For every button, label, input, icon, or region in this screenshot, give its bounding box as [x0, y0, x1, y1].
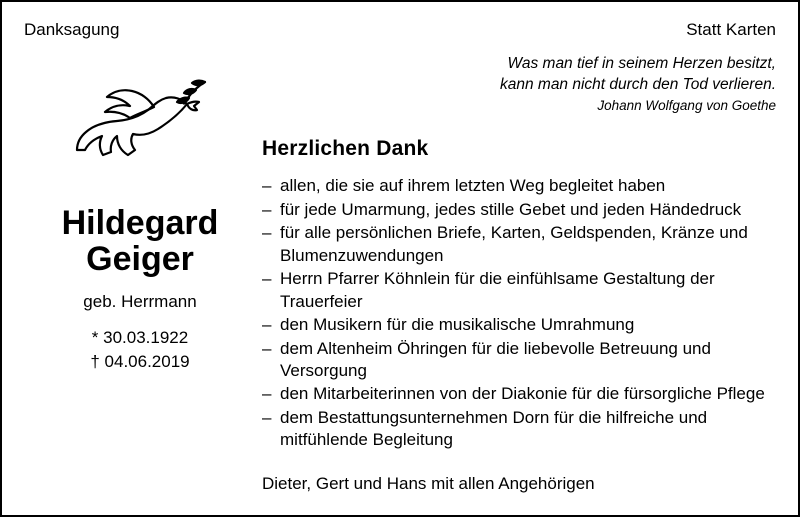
quote-author: Johann Wolfgang von Goethe	[597, 98, 776, 114]
quote-line-1: Was man tief in seinem Herzen besitzt,	[507, 55, 776, 73]
deceased-last-name: Geiger	[86, 240, 194, 279]
content-area	[24, 44, 776, 493]
thanks-list	[262, 175, 776, 451]
header-bar	[24, 20, 776, 40]
list-item: – für alle persönlichen Briefe, Karten, Geldspenden, Kränze und Blumenzuwendungen	[262, 222, 776, 267]
life-dates	[24, 326, 256, 375]
list-item: – Herrn Pfarrer Köhnlein für die einfühlsame Gestaltung der Trauerfeier	[262, 268, 776, 313]
header-left-label: Danksagung	[24, 20, 120, 39]
thanks-title: Herzlichen Dank	[262, 137, 429, 161]
list-item: – für jede Umarmung, jedes stille Gebet und jeden Händedruck	[262, 199, 776, 221]
birth-date: * 30.03.1922	[91, 327, 189, 347]
quote-block	[262, 54, 776, 115]
maiden-name: geb. Herrmann	[83, 291, 197, 311]
message-column	[256, 44, 776, 493]
memorial-column	[24, 44, 256, 493]
list-item: – den Mitarbeiterinnen von der Diakonie für die fürsorgliche Pflege	[262, 383, 776, 405]
card-inner	[2, 2, 798, 515]
list-item: – allen, die sie auf ihrem letzten Weg begleitet haben	[262, 175, 776, 197]
list-item: – dem Altenheim Öhringen für die liebevolle Betreuung und Versorgung	[262, 338, 776, 383]
closing-signature: Dieter, Gert und Hans mit allen Angehörigen	[262, 473, 595, 493]
deceased-name	[24, 206, 256, 277]
dove-icon	[55, 60, 225, 180]
list-item: – dem Bestattungsunternehmen Dorn für die hilfreiche und mitfühlende Begleitung	[262, 407, 776, 452]
quote-line-2: kann man nicht durch den Tod verlieren.	[499, 76, 776, 94]
death-date: † 04.06.2019	[90, 352, 190, 372]
header-right-label: Statt Karten	[686, 20, 776, 39]
deceased-first-name: Hildegard	[61, 204, 219, 243]
list-item: – den Musikern für die musikalische Umrahmung	[262, 314, 776, 336]
